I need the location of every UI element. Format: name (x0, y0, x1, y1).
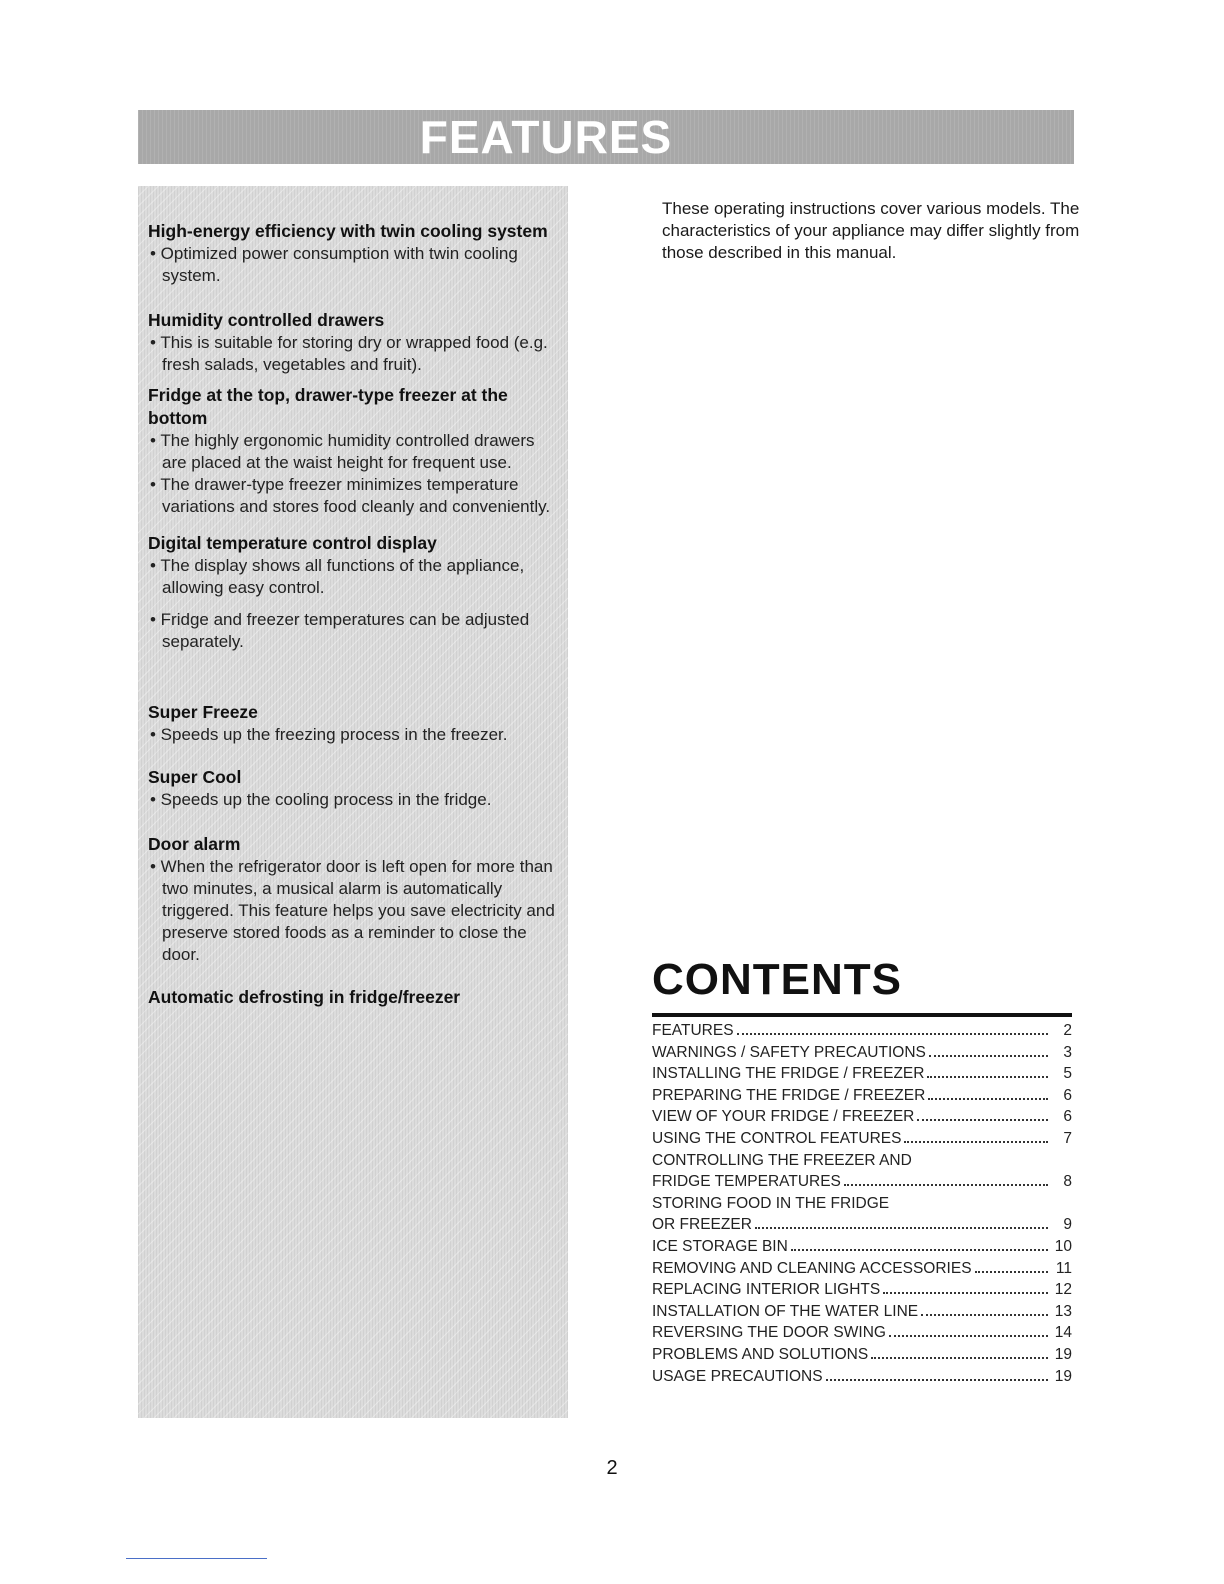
toc-leader (844, 1184, 1048, 1186)
feature-heading: Super Freeze (148, 702, 258, 722)
toc-leader (826, 1379, 1048, 1381)
toc-label: FEATURES (652, 1022, 734, 1039)
feature-heading: Humidity controlled drawers (148, 310, 385, 330)
toc-page: 3 (1063, 1043, 1072, 1061)
features-banner (138, 110, 1074, 164)
toc-page: 13 (1054, 1302, 1072, 1320)
toc-page: 19 (1054, 1345, 1072, 1363)
feature-heading: High-energy efficiency with twin cooling system (148, 221, 548, 241)
feature-bullet: • The highly ergonomic humidity controlled drawers are placed at the waist height for frequent use. (150, 431, 535, 472)
toc-page: 19 (1054, 1367, 1072, 1385)
toc-entry (652, 1346, 1072, 1368)
toc-label: CONTROLLING THE FREEZER AND (652, 1151, 912, 1169)
feature-bullet: • The drawer-type freezer minimizes temperature variations and stores food cleanly and conveniently. (150, 475, 551, 516)
toc-label: REVERSING THE DOOR SWING (652, 1324, 886, 1342)
toc-entry (652, 1152, 1072, 1174)
toc-leader (737, 1033, 1048, 1035)
toc-label: REPLACING INTERIOR LIGHTS (652, 1281, 881, 1299)
feature-bullet: • Speeds up the freezing process in the freezer. (150, 725, 508, 744)
toc-entry (652, 1173, 1072, 1195)
toc-page: 6 (1063, 1108, 1072, 1126)
toc-leader (755, 1227, 1048, 1229)
toc-page: 12 (1054, 1281, 1072, 1299)
toc-entry (652, 1044, 1072, 1066)
toc-entry (652, 1368, 1072, 1390)
feature-bullet: • Fridge and freezer temperatures can be adjusted separately. (150, 610, 530, 651)
feature-twin-cooling (148, 220, 560, 287)
toc-label: INSTALLING THE FRIDGE / FREEZER (652, 1065, 925, 1083)
toc-page: 5 (1063, 1065, 1072, 1083)
toc-page: 8 (1063, 1173, 1072, 1191)
toc-leader (928, 1098, 1048, 1100)
toc-entry (652, 1238, 1072, 1260)
feature-auto-defrost (148, 986, 560, 1009)
toc-leader (917, 1119, 1048, 1121)
toc-entry (652, 1130, 1072, 1152)
toc-page: 10 (1054, 1237, 1072, 1255)
toc-entry (652, 1087, 1072, 1109)
toc-leader (883, 1292, 1048, 1294)
feature-super-freeze (148, 701, 560, 746)
toc-entry (652, 1195, 1072, 1217)
toc-entry (652, 1108, 1072, 1130)
feature-digital-display (148, 532, 560, 653)
toc-leader (929, 1055, 1048, 1057)
feature-heading: Digital temperature control display (148, 533, 437, 553)
toc-entry (652, 1303, 1072, 1325)
toc-label: OR FREEZER (652, 1216, 752, 1234)
feature-bullet: • Optimized power consumption with twin cooling system. (150, 244, 518, 285)
feature-heading: Fridge at the top, drawer-type freezer at the bottom (148, 385, 508, 428)
feature-door-alarm (148, 833, 560, 966)
intro-paragraph: These operating instructions cover various models. The characteristics of your appliance may differ slightly from those described in this manual. (662, 199, 1080, 262)
page-number: 2 (606, 1457, 618, 1479)
toc-label: PROBLEMS AND SOLUTIONS (652, 1345, 869, 1363)
feature-humidity-drawers (148, 309, 560, 376)
toc-page: 6 (1063, 1086, 1072, 1104)
toc-label: STORING FOOD IN THE FRIDGE (652, 1194, 890, 1212)
feature-bullet: • This is suitable for storing dry or wrapped food (e.g. fresh salads, vegetables and fruit). (150, 333, 548, 374)
toc-page: 14 (1054, 1324, 1072, 1342)
toc-entry (652, 1260, 1072, 1282)
feature-bullet: • The display shows all functions of the appliance, allowing easy control. (150, 556, 525, 597)
toc-label: VIEW OF YOUR FRIDGE / FREEZER (652, 1108, 915, 1126)
toc-page: 7 (1063, 1129, 1072, 1147)
toc-entry (652, 1324, 1072, 1346)
toc-leader (921, 1314, 1048, 1316)
footnote-rule (126, 1558, 267, 1559)
toc-page: 9 (1063, 1216, 1072, 1234)
toc-label: INSTALLATION OF THE WATER LINE (652, 1302, 919, 1320)
toc-label: FRIDGE TEMPERATURES (652, 1173, 841, 1191)
toc-label: WARNINGS / SAFETY PRECAUTIONS (652, 1043, 926, 1061)
toc-label: ICE STORAGE BIN (652, 1237, 788, 1255)
toc-leader (927, 1076, 1048, 1078)
toc-label: PREPARING THE FRIDGE / FREEZER (652, 1086, 926, 1104)
toc-entry (652, 1065, 1072, 1087)
feature-bullet: • Speeds up the cooling process in the fridge. (150, 790, 492, 809)
toc-label: USAGE PRECAUTIONS (652, 1367, 823, 1385)
feature-heading: Super Cool (148, 767, 242, 787)
page-title: FEATURES (419, 111, 673, 163)
toc-label: REMOVING AND CLEANING ACCESSORIES (652, 1259, 972, 1277)
contents-divider (652, 1013, 1072, 1017)
toc-leader (871, 1357, 1048, 1359)
toc-leader (904, 1141, 1048, 1143)
toc-entry (652, 1022, 1072, 1044)
toc-leader (791, 1249, 1048, 1251)
toc-page: 11 (1055, 1259, 1072, 1277)
feature-fridge-top (148, 384, 560, 518)
contents-title: CONTENTS (652, 955, 902, 1004)
toc-leader (889, 1335, 1048, 1337)
toc-page: 2 (1063, 1022, 1072, 1039)
feature-heading: Door alarm (148, 834, 241, 854)
toc-entry (652, 1281, 1072, 1303)
feature-super-cool (148, 766, 560, 811)
feature-bullet: • When the refrigerator door is left open for more than two minutes, a musical alarm is automatically triggered. This feature helps you save electricity and preserve stored foods as a reminder to close the door. (150, 857, 555, 964)
table-of-contents (652, 1022, 1072, 1389)
toc-entry (652, 1216, 1072, 1238)
toc-label: USING THE CONTROL FEATURES (652, 1129, 902, 1147)
features-panel (138, 186, 568, 1418)
toc-leader (975, 1271, 1048, 1273)
feature-heading: Automatic defrosting in fridge/freezer (148, 987, 461, 1007)
